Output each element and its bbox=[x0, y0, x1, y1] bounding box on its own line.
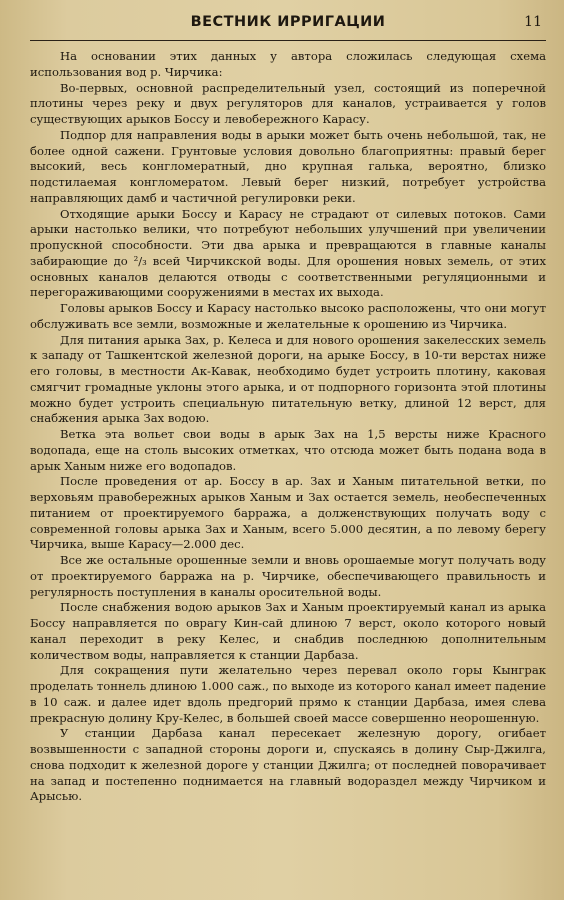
body-text bbox=[30, 49, 546, 805]
paragraph: У станции Дарбаза канал пересекает железную дорогу, огибает возвышенности с западной стороны дороги и, спускаясь в долину Сыр-Джилга, снова подходит к железной дороге у станции Джилга; от последней поворачивает на запад и постепенно поднимается на главный водораздел между Чирчиком и Арысью. bbox=[30, 726, 546, 804]
paragraph: Отходящие арыки Боссу и Карасу не страдают от силевых потоков. Сами арыки настолько велики, что потребуют небольших улучшений при увеличении пропускной способности. Эти два арыка и превращаются в главные каналы забирающие до ²/₃ всей Чирчикской воды. Для орошения новых земель, от этих основных каналов делаются отводы с соответственными регуляционными и перегораживающими сооружениями в местах их выхода. bbox=[30, 206, 546, 300]
page-number: 11 bbox=[524, 14, 542, 30]
page-header bbox=[30, 10, 546, 41]
paragraph: Подпор для направления воды в арыки может быть очень небольшой, так, не более одной сажени. Грунтовые условия довольно благоприятны: правый берег высокий, весь конгломератный, дно крупная галька, вероятно, близко подстилаемая конгломератом. Левый берег низкий, потребует устройства направляющих дамб и частичной регулировки реки. bbox=[30, 127, 546, 205]
paragraph: Все же остальные орошенные земли и вновь орошаемые могут получать воду от проектируемого барража на р. Чирчике, обеспечивающего правильность и регулярность поступления в каналы оросительной воды. bbox=[30, 553, 546, 599]
paragraph: Для сокращения пути желательно через перевал около горы Кынграк проделать тоннель длиною 1.000 саж., по выходе из которого канал имеет падение в 10 саж. и далее идет вдоль предгорий прямо к станции Дарбаза, имея слева прекрасную долину Кру-Келес, в большей своей массе совершенно неорошенную. bbox=[30, 663, 546, 725]
paragraph: После снабжения водою арыков Зах и Ханым проектируемый канал из арыка Боссу направляется по оврагу Кин-сай длиною 7 верст, около которого новый канал переходит в реку Келес, и снабдив последнюю дополнительным количеством воды, направляется к станции Дарбаза. bbox=[30, 600, 546, 662]
paragraph: Головы арыков Боссу и Карасу настолько высоко расположены, что они могут обслуживать все земли, возможные и желательные к орошению из Чирчика. bbox=[30, 301, 546, 331]
paragraph: Ветка эта вольет свои воды в арык Зах на 1,5 версты ниже Красного водопада, еще на столь высоких отметках, что отсюда может быть подана вода в арык Ханым ниже его водопадов. bbox=[30, 427, 546, 473]
paragraph: На основании этих данных у автора сложилась следующая схема использования вод р. Чирчика: bbox=[30, 49, 546, 79]
paragraph: Во-первых, основной распределительный узел, состоящий из поперечной плотины через реку и двух регуляторов для каналов, устраивается у голов существующих арыков Боссу и левобережного Карасу. bbox=[30, 80, 546, 126]
paragraph: Для питания арыка Зах, р. Келеса и для нового орошения закелесских земель к западу от Ташкентской железной дороги, на арыке Боссу, в 10-ти верстах ниже его головы, в местности Ак-Кавак, необходимо будет устроить плотину, каковая смягчит громадные уклоны этого арыка, и от подпорного горизонта этой плотины можно будет устроить специальную питательную ветку, длиной 12 верст, для снабжения арыка Зах водою. bbox=[30, 332, 546, 426]
journal-title: ВЕСТНИК ИРРИГАЦИИ bbox=[190, 14, 386, 30]
paragraph: После проведения от ар. Боссу в ар. Зах и Ханым питательной ветки, по верховьям правобережных арыков Ханым и Зах остается земель, необеспеченных питанием от проектируемого барража, а долженствующих получать воду с современной головы арыка Зах и Ханым, всего 5.000 десятин, а по левому берегу Чирчика, выше Карасу—2.000 дес. bbox=[30, 474, 546, 552]
